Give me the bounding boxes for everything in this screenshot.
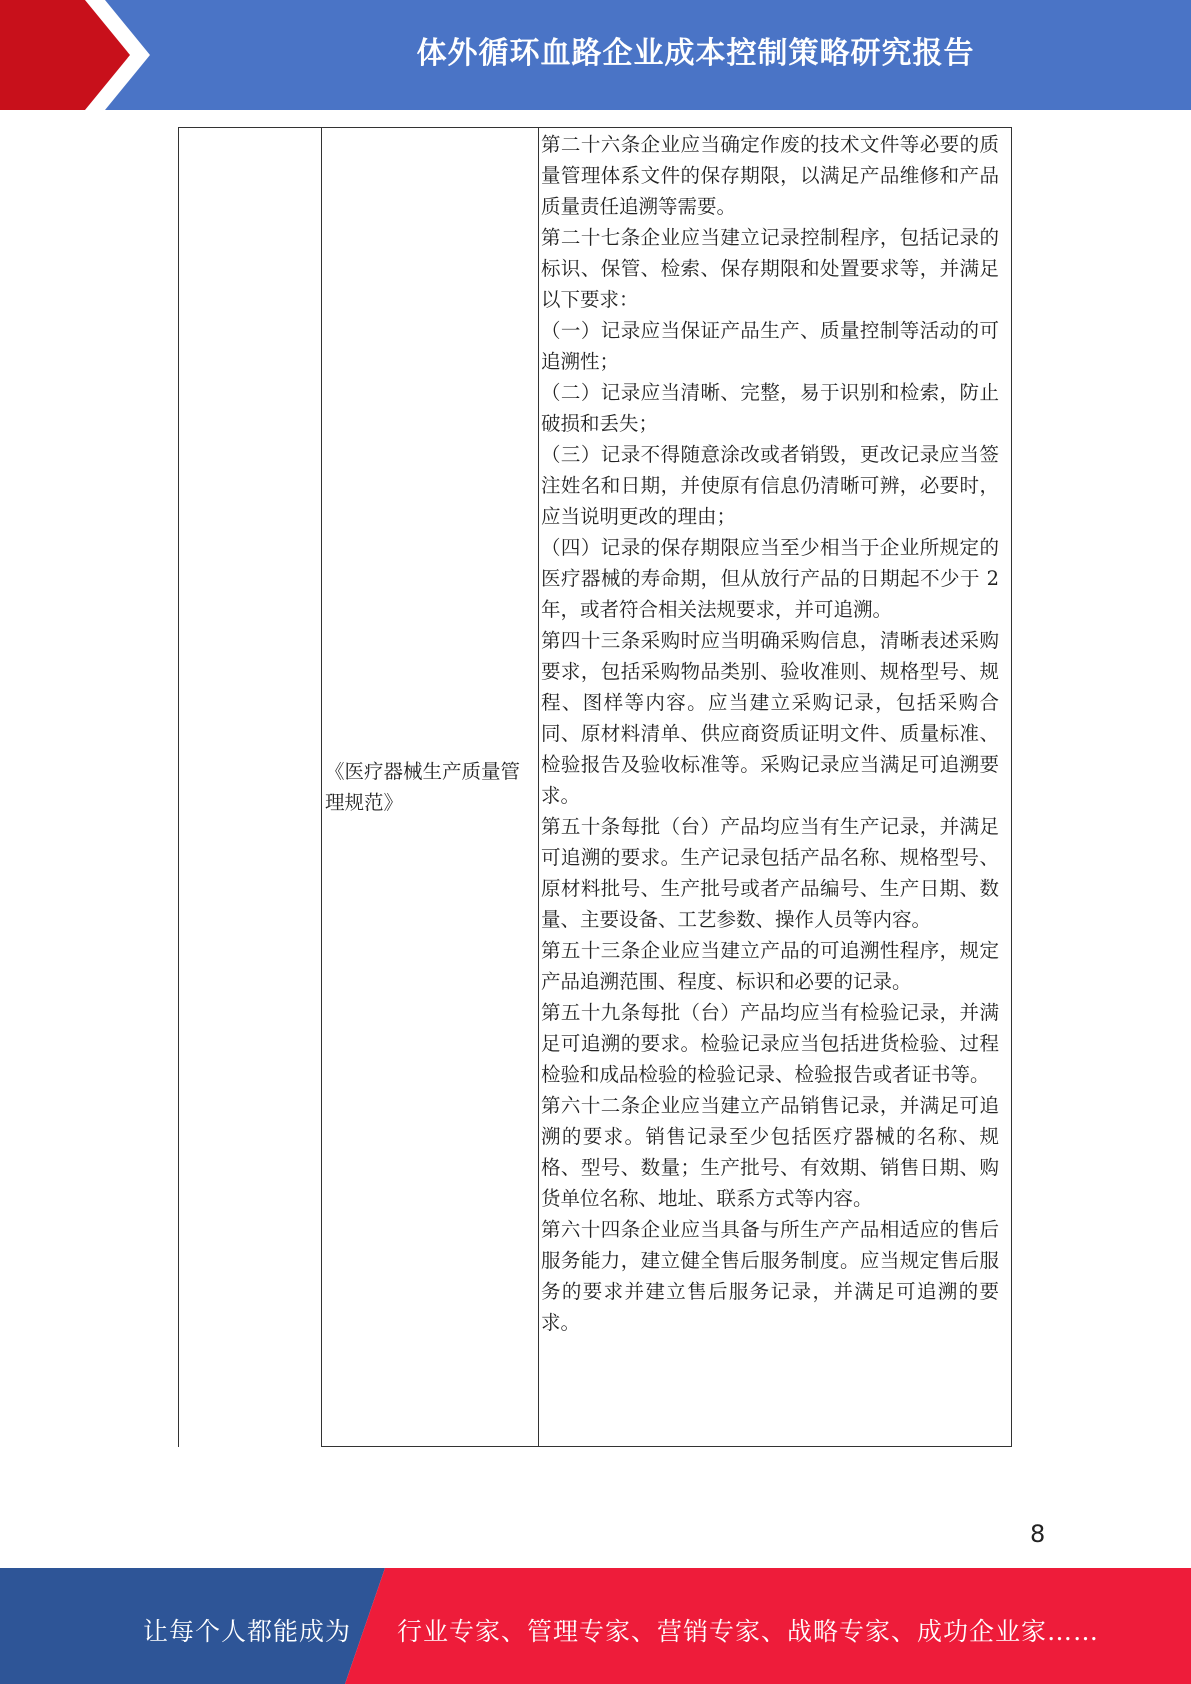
page-header (0, 0, 1191, 110)
page-number: 8 (1030, 1520, 1046, 1548)
table-cell-category (179, 128, 322, 1447)
page-footer (0, 1568, 1191, 1684)
clause-27-item-2: （二）记录应当清晰、完整，易于识别和检索，防止破损和丢失； (541, 381, 999, 435)
header-red-chevron (0, 0, 150, 110)
clause-26: 第二十六条企业应当确定作废的技术文件等必要的质量管理体系文件的保存期限，以满足产品维修和产品质量责任追溯等需要。 (541, 133, 999, 218)
clause-62: 第六十二条企业应当建立产品销售记录，并满足可追溯的要求。销售记录至少包括医疗器械的名称、规格、型号、数量；生产批号、有效期、销售日期、购货单位名称、地址、联系方式等内容。 (541, 1094, 999, 1210)
table-cell-regulation-content (539, 128, 1012, 1447)
regulation-table (178, 127, 1012, 1447)
footer-slogan-right: 行业专家、管理专家、营销专家、战略专家、成功企业家…… (397, 1617, 1100, 1646)
clause-50: 第五十条每批（台）产品均应当有生产记录，并满足可追溯的要求。生产记录包括产品名称、规格型号、原材料批号、生产批号或者产品编号、生产日期、数量、主要设备、工艺参数、操作人员等内容。 (541, 815, 999, 931)
clause-43: 第四十三条采购时应当明确采购信息，清晰表述采购要求，包括采购物品类别、验收准则、规格型号、规程、图样等内容。应当建立采购记录，包括采购合同、原材料清单、供应商资质证明文件、质量标准、检验报告及验收标准等。采购记录应当满足可追溯要求。 (541, 629, 999, 807)
table-row (179, 128, 1012, 1447)
table-cell-regulation-name: 《医疗器械生产质量管理规范》 (322, 128, 539, 1447)
clause-59: 第五十九条每批（台）产品均应当有检验记录，并满足可追溯的要求。检验记录应当包括进货检验、过程检验和成品检验的检验记录、检验报告或者证书等。 (541, 1001, 999, 1086)
clause-53: 第五十三条企业应当建立产品的可追溯性程序，规定产品追溯范围、程度、标识和必要的记录。 (541, 939, 999, 993)
clause-27-item-3: （三）记录不得随意涂改或者销毁，更改记录应当签注姓名和日期，并使原有信息仍清晰可辨，必要时，应当说明更改的理由； (541, 443, 999, 528)
clause-27-item-4: （四）记录的保存期限应当至少相当于企业所规定的医疗器械的寿命期，但从放行产品的日期起不少于 2 年，或者符合相关法规要求，并可追溯。 (541, 536, 999, 621)
clause-27-item-1: （一）记录应当保证产品生产、质量控制等活动的可追溯性； (541, 319, 999, 373)
clause-64: 第六十四条企业应当具备与所生产产品相适应的售后服务能力，建立健全售后服务制度。应当规定售后服务的要求并建立售后服务记录，并满足可追溯的要求。 (541, 1218, 999, 1334)
clause-27: 第二十七条企业应当建立记录控制程序，包括记录的标识、保管、检索、保存期限和处置要求等，并满足以下要求： (541, 226, 999, 311)
report-title: 体外循环血路企业成本控制策略研究报告 (416, 36, 975, 71)
footer-slogan-left: 让每个人都能成为 (143, 1617, 352, 1646)
